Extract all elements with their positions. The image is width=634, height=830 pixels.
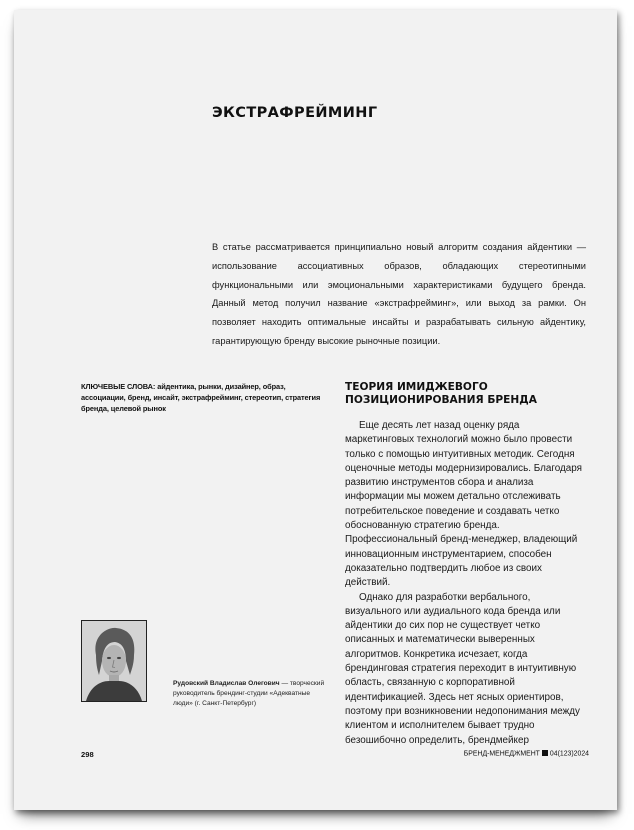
keywords-list: айдентика, рынки, дизайнер, образ, ассоциации, бренд, инсайт, экстрафрейминг, стереотип, стратегия бренда, целевой рынок [81,382,321,414]
body-paragraph: Однако для разработки вербального, визуального или аудиального кода бренда или айдентики до сих пор не существует четко описанных и математически выверенных алгоритмов. Конкретика исчезает, когда брендинговая стратегия переходит в интуитивную область, связанную с корпоративной идентификацией. Здесь нет ясных ориентиров, поэтому при возникновении недопонимания между клиентом и исполнителем бывает трудно безошибочно определить, брендмейкер [345,591,580,746]
body-paragraph: Еще десять лет назад оценку ряда маркетинговых технологий можно было провести только с помощью интуитивных методик. Сегодня оценочные методы модернизировались. Благодаря развитию инструментов сбора и анализа информации мы можем детально отслеживать потребительское поведение и создавать четко обоснованную стратегию бренда. Профессиональный бренд-менеджер, владеющий инновационным инструментарием, способен доказательно подтвердить любое из своих действий. [345,420,582,589]
author-portrait-image [82,621,146,701]
section-body [345,419,588,748]
keywords-block [81,381,321,415]
author-photo [81,620,147,702]
article-title: ЭКСТРАФРЕЙМИНГ [212,105,378,121]
section-heading: ТЕОРИЯ ИМИДЖЕВОГО ПОЗИЦИОНИРОВАНИЯ БРЕНДА [345,381,537,407]
journal-footer [464,750,589,758]
author-name: Рудовский Владислав Олегович [173,680,280,687]
keywords-label: КЛЮЧЕВЫЕ СЛОВА: [81,382,156,391]
journal-issue: 04(123)2024 [549,750,589,758]
page-number: 298 [81,750,94,759]
author-bio: — творческий руководитель брендинг-студии «Адекватные люди» (г. Санкт-Петербург) [173,680,325,707]
article-abstract: В статье рассматривается принципиально новый алгоритм создания айдентики — использование ассоциативных образов, обладающих стереотипными функциональными или эмоциональными характеристиками будущего бренда. Данный метод получил название «экстрафрейминг», или выход за рамки. Он позволяет находить оптимальные инсайты и разрабатывать сильную айдентику, гарантирующую бренду высокие рыночные позиции. [212,242,586,346]
journal-name: БРЕНД-МЕНЕДЖМЕНТ [463,750,540,758]
square-separator-icon [542,750,548,756]
author-caption [173,679,331,709]
journal-page [14,10,617,810]
